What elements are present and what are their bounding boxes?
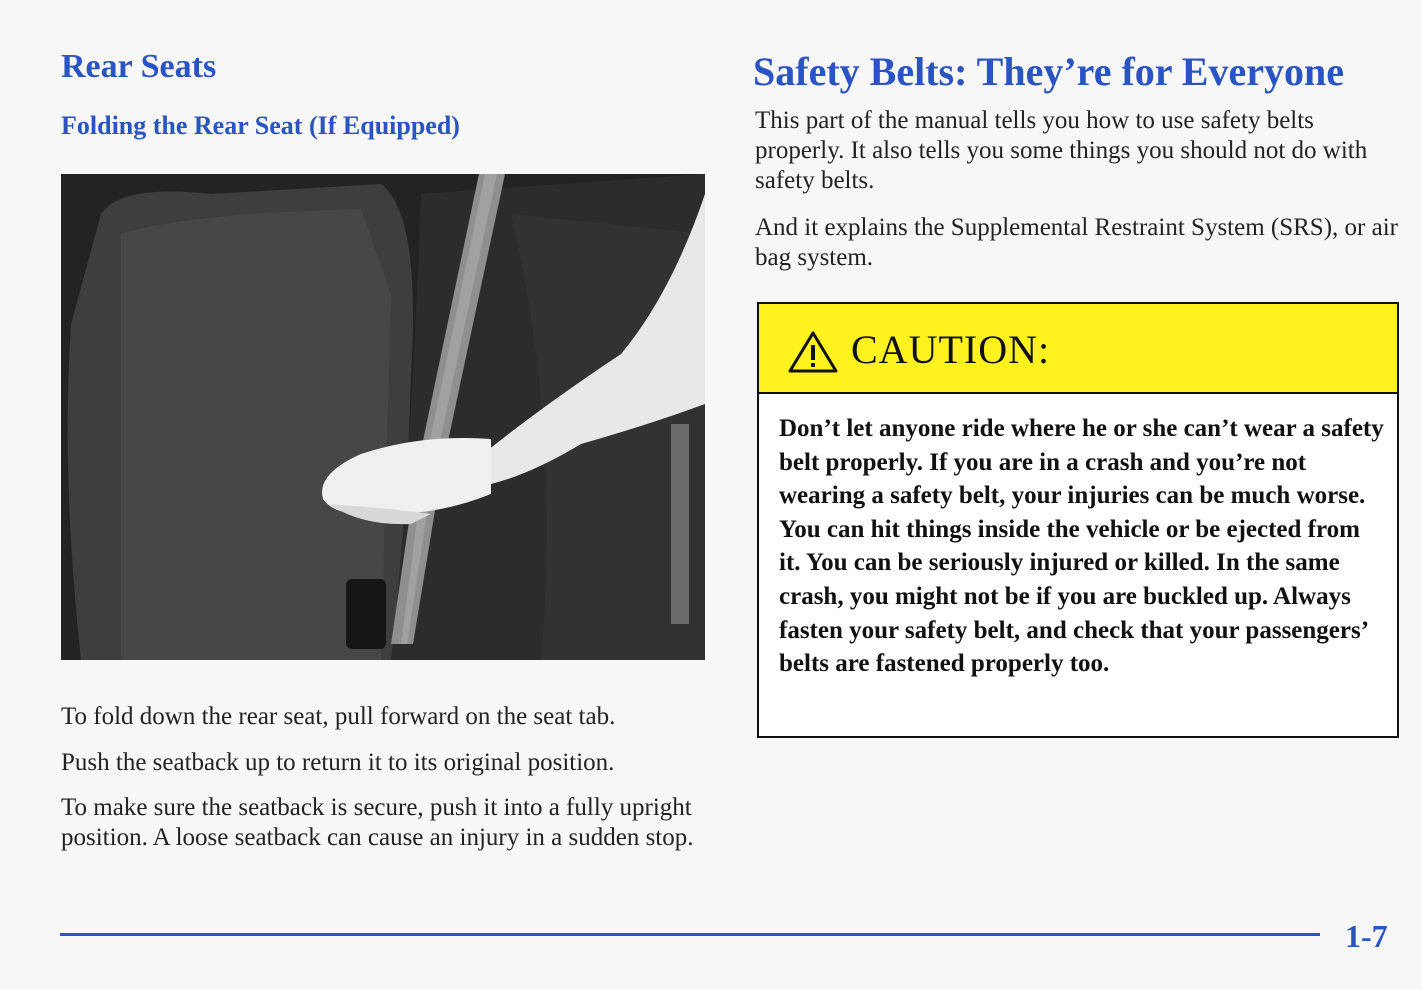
- caution-box: [757, 302, 1399, 738]
- secure-seatback-paragraph: To make sure the seatback is secure, push it into a fully upright position. A loose seatback can cause an injury in a sudden stop.: [61, 794, 694, 851]
- rear-seat-photo: [61, 174, 705, 660]
- safety-belts-intro-paragraph: This part of the manual tells you how to use safety belts properly. It also tells you some things you should not do with safety belts.: [755, 107, 1368, 194]
- srs-paragraph: And it explains the Supplemental Restraint System (SRS), or air bag system.: [755, 214, 1398, 271]
- page-number: 1-7: [1345, 918, 1388, 954]
- caution-header: [759, 304, 1397, 394]
- footer-rule: [60, 933, 1320, 936]
- safety-belts-heading: Safety Belts: They’re for Everyone: [753, 49, 1344, 94]
- caution-text: Don’t let anyone ride where he or she can’t wear a safety belt properly. If you are in a crash and you’re not wearing a safety belt, your injuries can be much worse. You can hit things inside the vehicle or be ejected from it. You can be seriously injured or killed. In the same crash, you might not be if you are buckled up. Always fasten your safety belt, and check that your passengers’ belts are fastened properly too.: [779, 415, 1384, 678]
- rear-seats-heading: Rear Seats: [61, 48, 217, 85]
- folding-rear-seat-subheading: Folding the Rear Seat (If Equipped): [61, 111, 460, 140]
- fold-instruction-paragraph: To fold down the rear seat, pull forward on the seat tab.: [61, 703, 616, 730]
- caution-title: CAUTION:: [851, 327, 1051, 372]
- warning-triangle-icon: [787, 330, 839, 379]
- return-instruction-paragraph: Push the seatback up to return it to its original position.: [61, 749, 615, 776]
